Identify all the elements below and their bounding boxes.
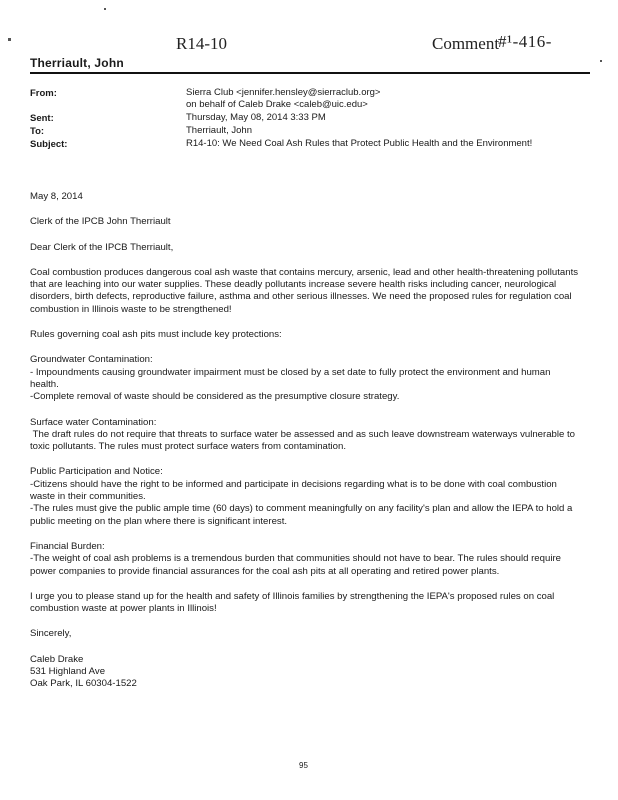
groundwater-heading: Groundwater Contamination: [30,354,153,366]
from-value: Sierra Club <jennifer.hensley@sierraclub.org> on behalf of Caleb Drake <caleb@uic.edu> [186,87,381,111]
sent-label: Sent: [30,113,54,124]
to-value: Therriault, John [186,125,253,136]
surface-point-1: The draft rules do not require that threats to surface water be assessed and as such leave downstream waterways vulnerable to toxic pollutants. The rules must protect surface waters from contamination. [30,428,578,453]
subject-label: Subject: [30,139,68,150]
comment-label: Comment [432,34,500,53]
comment-number: #¹-416- [498,32,552,51]
financial-point-1: -The weight of coal ash problems is a tremendous burden that communities should not have to bear. The rules should require power companies to provide financial assurances for the coal ash pits at all operating and retired power plants. [30,553,561,577]
scan-speck [600,60,602,62]
signer-city: Oak Park, IL 60304-1522 [30,678,137,690]
to-label: To: [30,126,45,137]
scan-speck [104,8,106,10]
letter-salutation: Dear Clerk of the IPCB Therriault, [30,241,174,253]
page-number: 95 [299,761,308,770]
scan-speck [8,38,11,41]
financial-heading: Financial Burden: [30,540,105,552]
case-header: R14-10 [176,34,227,53]
subject-value: R14-10: We Need Coal Ash Rules that Protect Public Health and the Environment! [186,138,533,149]
public-point-1: -Citizens should have the right to be informed and participate in decisions regarding what is to be done with coal combustion waste in their communities. [30,478,557,503]
signer-name: Caleb Drake [30,653,84,665]
groundwater-point-1: - Impoundments causing groundwater impairment must be closed by a set date to fully protect the environment and human health. [30,366,551,390]
header-rule [30,72,590,74]
letter-date: May 8, 2014 [30,191,83,202]
from-label: From: [30,88,57,99]
public-heading: Public Participation and Notice: [30,466,163,478]
public-point-2: -The rules must give the public ample time (60 days) to comment meaningfully on any facility's plan and allow the IEPA to hold a public meeting on the plan where there is significant interest. [30,503,573,527]
groundwater-point-2: -Complete removal of waste should be considered as the presumptive closure strategy. [30,391,400,403]
recipient-name: Therriault, John [30,56,124,70]
surface-heading: Surface water Contamination: [30,416,157,428]
letter-intro: Coal combustion produces dangerous coal ash waste that contains mercury, arsenic, lead and other health-threatening pollutants that are leaching into our water supplies. These deadly pollutants increase severe health risks including cancer, neurological disorders, birth defects, reproductive failure, asthma and other serious illnesses. We need the proposed rules for regulation coal combustion in Illinois waste to be strengthened! [30,266,579,315]
letter-body [30,191,580,691]
closing-request: I urge you to please stand up for the health and safety of Illinois families by strengthening the IEPA's proposed rules on coal combustion waste at power plants in Illinois! [30,590,555,615]
sent-value: Thursday, May 08, 2014 3:33 PM [186,112,326,123]
letter-addressee: Clerk of the IPCB John Therriault [30,216,171,228]
signoff: Sincerely, [30,628,72,640]
protections-intro: Rules governing coal ash pits must include key protections: [30,329,282,341]
signer-street: 531 Highland Ave [30,666,106,678]
